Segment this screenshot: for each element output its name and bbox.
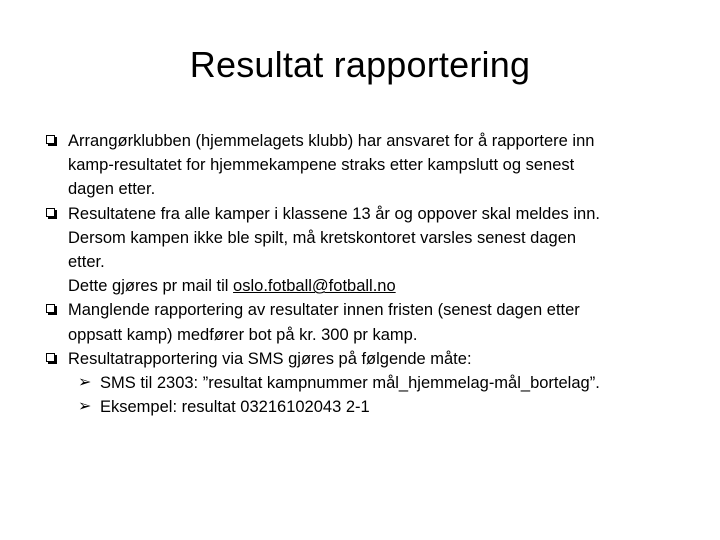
checkbox-square-icon — [46, 135, 55, 144]
bullet-line: Resultatene fra alle kamper i klassene 13 år og oppover skal meldes inn. — [68, 204, 600, 223]
arrow-right-icon: ➢ — [78, 374, 92, 392]
bullet-line: etter. — [68, 253, 105, 272]
mail-prefix: Dette gjøres pr mail til — [68, 277, 234, 296]
bullet-line: Resultatrapportering via SMS gjøres på følgende måte: — [68, 349, 472, 368]
arrow-right-icon: ➢ — [78, 398, 92, 416]
bullet-line: kamp-resultatet for hjemmekampene straks etter kampslutt og senest — [68, 156, 575, 175]
bullet-line: Dersom kampen ikke ble spilt, må kretskontoret varsles senest dagen — [68, 228, 577, 247]
bullet-item — [46, 298, 706, 346]
bullet-list — [46, 129, 706, 419]
slide-title: Resultat rapportering — [189, 44, 531, 85]
checkbox-square-icon — [46, 304, 55, 313]
bullet-line: dagen etter. — [68, 180, 156, 199]
sub-bullet-line: Eksempel: resultat 03216102043 2-1 — [100, 398, 370, 417]
bullet-line: oppsatt kamp) medfører bot på kr. 300 pr kamp. — [68, 325, 418, 344]
checkbox-square-icon — [46, 353, 55, 362]
checkbox-square-icon — [46, 208, 55, 217]
bullet-line: Manglende rapportering av resultater innen fristen (senest dagen etter — [68, 301, 580, 320]
sub-bullet-item — [46, 395, 706, 419]
bullet-line — [68, 274, 706, 298]
bullet-item — [46, 347, 706, 371]
email-link[interactable]: oslo.fotball@fotball.no — [233, 277, 396, 296]
sub-bullet-line: SMS til 2303: ”resultat kampnummer mål_hjemmelag-mål_bortelag”. — [100, 374, 600, 393]
bullet-line: Arrangørklubben (hjemmelagets klubb) har ansvaret for å rapportere inn — [68, 132, 595, 150]
bullet-item — [46, 202, 706, 299]
sub-bullet-item — [46, 371, 706, 395]
bullet-item — [46, 129, 706, 202]
